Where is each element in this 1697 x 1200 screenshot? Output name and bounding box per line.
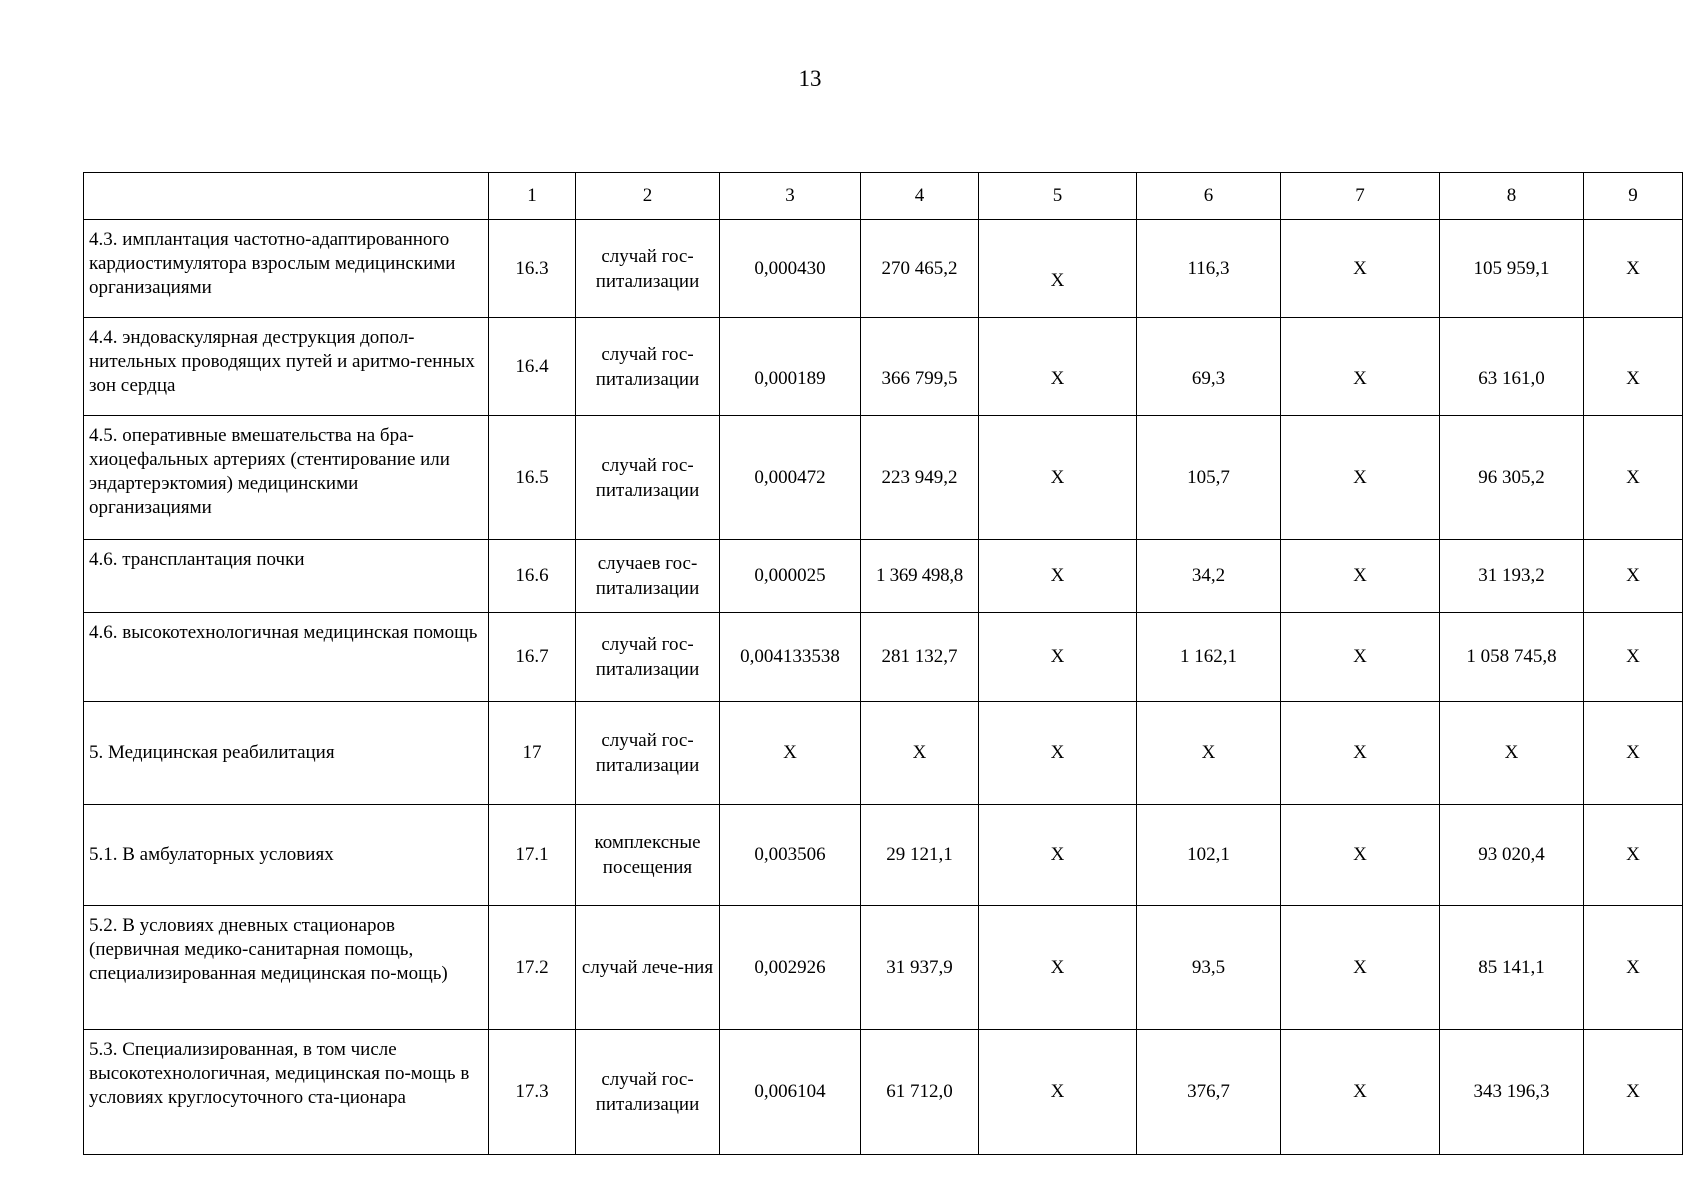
row-col9: X bbox=[1584, 805, 1683, 906]
header-cell-9: 9 bbox=[1584, 173, 1683, 220]
row-col7: X bbox=[1281, 220, 1440, 318]
row-col8: 1 058 745,8 bbox=[1440, 613, 1584, 702]
row-col7 bbox=[1281, 318, 1440, 416]
row-col8: 96 305,2 bbox=[1440, 416, 1584, 540]
row-name: 5.3. Специализированная, в том числе высокотехнологичная, медицинская по-мощь в условиях круглосуточного ста-ционара bbox=[84, 1030, 489, 1155]
header-cell-7: 7 bbox=[1281, 173, 1440, 220]
row-col7: X bbox=[1281, 613, 1440, 702]
row-col5-value: X bbox=[1050, 367, 1065, 389]
table-row bbox=[84, 1030, 1683, 1155]
row-col9: X bbox=[1584, 702, 1683, 805]
page-number: 13 bbox=[798, 66, 822, 91]
row-col3: 0,004133538 bbox=[720, 613, 861, 702]
row-col9 bbox=[1584, 318, 1683, 416]
row-col3: 0,000430 bbox=[720, 220, 861, 318]
table-row bbox=[84, 318, 1683, 416]
row-col4: 29 121,1 bbox=[861, 805, 979, 906]
row-col6: 105,7 bbox=[1137, 416, 1281, 540]
row-col4 bbox=[861, 318, 979, 416]
row-unit: случаев гос-питализации bbox=[576, 540, 720, 613]
row-code: 16.3 bbox=[489, 220, 576, 318]
table-row bbox=[84, 805, 1683, 906]
row-unit: случай гос-питализации bbox=[576, 702, 720, 805]
row-col5: X bbox=[979, 416, 1137, 540]
row-code: 16.4 bbox=[489, 318, 576, 416]
row-col9-value: X bbox=[1626, 367, 1640, 389]
row-col7: X bbox=[1281, 1030, 1440, 1155]
row-code: 16.5 bbox=[489, 416, 576, 540]
header-cell-4: 4 bbox=[861, 173, 979, 220]
row-code: 17.3 bbox=[489, 1030, 576, 1155]
row-unit: случай гос-питализации bbox=[576, 318, 720, 416]
row-col7: X bbox=[1281, 540, 1440, 613]
row-col4: 1 369 498,8 bbox=[861, 540, 979, 613]
row-col3: 0,006104 bbox=[720, 1030, 861, 1155]
row-col5-value: X bbox=[1050, 269, 1065, 291]
row-col6: 1 162,1 bbox=[1137, 613, 1281, 702]
data-table bbox=[83, 172, 1683, 1155]
header-cell-6: 6 bbox=[1137, 173, 1281, 220]
row-col4: 31 937,9 bbox=[861, 906, 979, 1030]
row-col9: X bbox=[1584, 1030, 1683, 1155]
row-col6: X bbox=[1137, 702, 1281, 805]
row-col7-value: X bbox=[1353, 367, 1367, 389]
row-unit: комплексные посещения bbox=[576, 805, 720, 906]
row-unit: случай гос-питализации bbox=[576, 416, 720, 540]
row-col6: 102,1 bbox=[1137, 805, 1281, 906]
row-col3: 0,000472 bbox=[720, 416, 861, 540]
row-col7: X bbox=[1281, 416, 1440, 540]
row-unit: случай гос-питализации bbox=[576, 1030, 720, 1155]
row-col3: 0,003506 bbox=[720, 805, 861, 906]
row-col9: X bbox=[1584, 613, 1683, 702]
row-col5: X bbox=[979, 613, 1137, 702]
row-col4: 270 465,2 bbox=[861, 220, 979, 318]
row-code: 16.6 bbox=[489, 540, 576, 613]
row-col3: 0,000025 bbox=[720, 540, 861, 613]
row-col5: X bbox=[979, 702, 1137, 805]
row-col8-value: 63 161,0 bbox=[1478, 367, 1545, 389]
row-col8 bbox=[1440, 318, 1584, 416]
row-col3-value: 0,000189 bbox=[754, 367, 826, 389]
row-col5 bbox=[979, 220, 1137, 318]
row-col8: 31 193,2 bbox=[1440, 540, 1584, 613]
table-row bbox=[84, 613, 1683, 702]
row-col6 bbox=[1137, 318, 1281, 416]
row-col4: X bbox=[861, 702, 979, 805]
row-col9: X bbox=[1584, 416, 1683, 540]
row-col5: X bbox=[979, 540, 1137, 613]
row-col4: 61 712,0 bbox=[861, 1030, 979, 1155]
row-col8: 93 020,4 bbox=[1440, 805, 1584, 906]
table-row bbox=[84, 702, 1683, 805]
header-cell-3: 3 bbox=[720, 173, 861, 220]
row-col6-value: 69,3 bbox=[1191, 367, 1226, 389]
table-row bbox=[84, 416, 1683, 540]
row-col6: 34,2 bbox=[1137, 540, 1281, 613]
row-code: 17 bbox=[489, 702, 576, 805]
row-col5: X bbox=[979, 906, 1137, 1030]
row-name: 4.6. высокотехнологичная медицинская помощь bbox=[84, 613, 489, 702]
row-name: 4.3. имплантация частотно-адаптированного кардиостимулятора взрослым медицинскими организациями bbox=[84, 220, 489, 318]
row-col8: X bbox=[1440, 702, 1584, 805]
row-code: 16.7 bbox=[489, 613, 576, 702]
row-col9: X bbox=[1584, 220, 1683, 318]
table-row bbox=[84, 906, 1683, 1030]
row-name: 4.4. эндоваскулярная деструкция допол-нительных проводящих путей и аритмо-генных зон сердца bbox=[84, 318, 489, 416]
header-cell-2: 2 bbox=[576, 173, 720, 220]
header-cell-8: 8 bbox=[1440, 173, 1584, 220]
row-col5 bbox=[979, 318, 1137, 416]
row-col6: 93,5 bbox=[1137, 906, 1281, 1030]
row-name: 5.2. В условиях дневных стационаров (первичная медико-санитарная помощь, специализированная медицинская по-мощь) bbox=[84, 906, 489, 1030]
row-name: 5.1. В амбулаторных условиях bbox=[84, 805, 489, 906]
row-name: 4.6. трансплантация почки bbox=[84, 540, 489, 613]
row-col3 bbox=[720, 318, 861, 416]
row-col4: 281 132,7 bbox=[861, 613, 979, 702]
row-name: 5. Медицинская реабилитация bbox=[84, 702, 489, 805]
row-col9: X bbox=[1584, 906, 1683, 1030]
row-col7: X bbox=[1281, 702, 1440, 805]
row-col3: X bbox=[720, 702, 861, 805]
row-unit: случай гос-питализации bbox=[576, 220, 720, 318]
row-code: 17.1 bbox=[489, 805, 576, 906]
row-col8: 85 141,1 bbox=[1440, 906, 1584, 1030]
header-cell-0 bbox=[84, 173, 489, 220]
row-unit: случай лече-ния bbox=[576, 906, 720, 1030]
row-col7: X bbox=[1281, 906, 1440, 1030]
header-cell-5: 5 bbox=[979, 173, 1137, 220]
row-code: 17.2 bbox=[489, 906, 576, 1030]
table-row bbox=[84, 540, 1683, 613]
row-name: 4.5. оперативные вмешательства на бра-хиоцефальных артериях (стентирование или эндартерэктомия) медицинскими организациями bbox=[84, 416, 489, 540]
row-col3: 0,002926 bbox=[720, 906, 861, 1030]
row-col4-value: 366 799,5 bbox=[881, 367, 958, 389]
row-col5: X bbox=[979, 805, 1137, 906]
row-col6: 376,7 bbox=[1137, 1030, 1281, 1155]
row-unit: случай гос-питализации bbox=[576, 613, 720, 702]
row-col9: X bbox=[1584, 540, 1683, 613]
row-col4: 223 949,2 bbox=[861, 416, 979, 540]
row-col8: 105 959,1 bbox=[1440, 220, 1584, 318]
header-row bbox=[84, 173, 1683, 220]
table-row bbox=[84, 220, 1683, 318]
header-cell-1: 1 bbox=[489, 173, 576, 220]
row-col8: 343 196,3 bbox=[1440, 1030, 1584, 1155]
row-col7: X bbox=[1281, 805, 1440, 906]
row-col6: 116,3 bbox=[1137, 220, 1281, 318]
row-col5: X bbox=[979, 1030, 1137, 1155]
